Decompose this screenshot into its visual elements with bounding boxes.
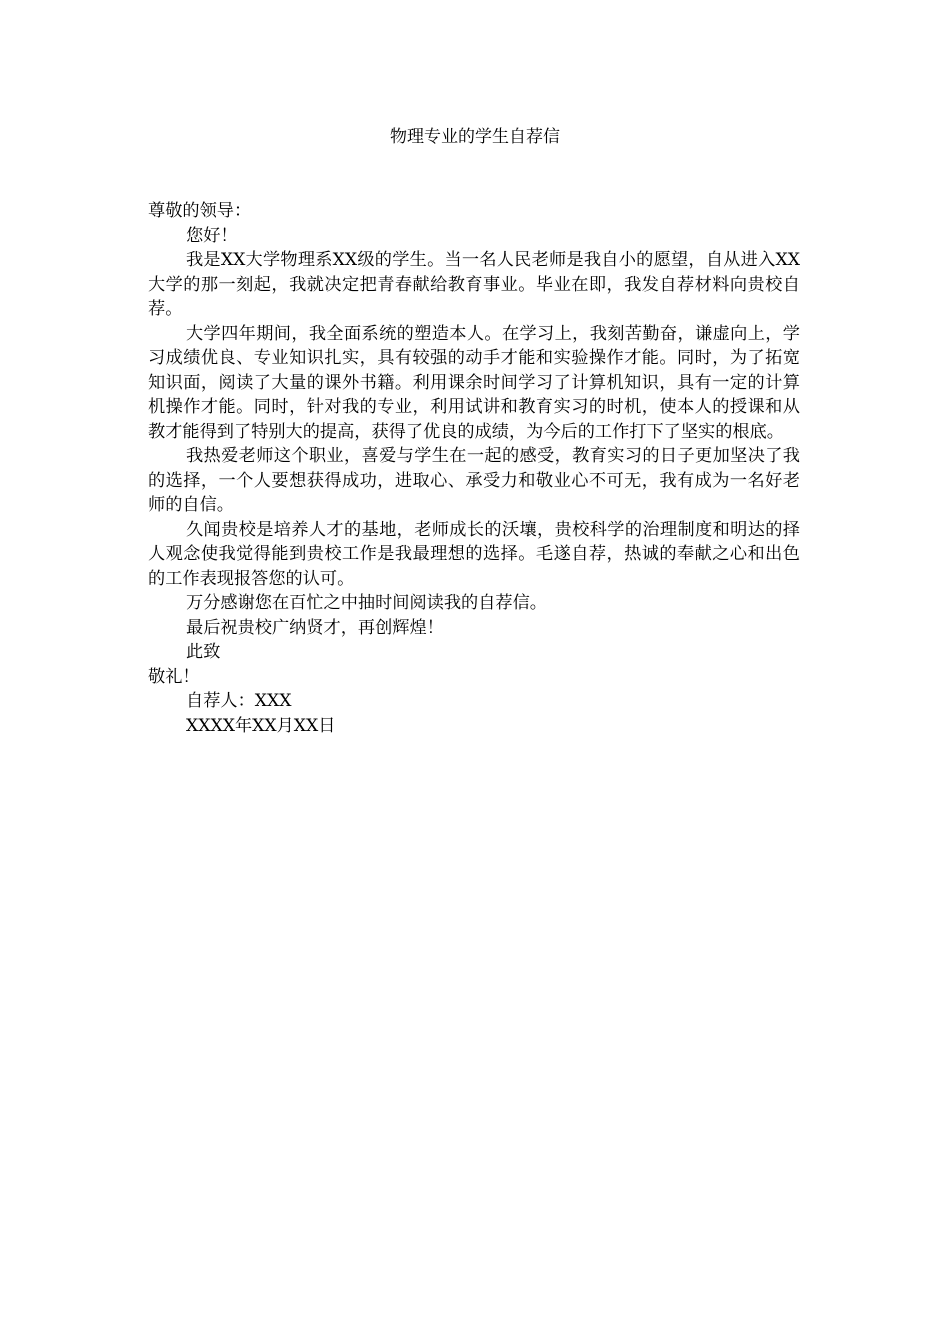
paragraph: 我是XX大学物理系XX级的学生。当一名人民老师是我自小的愿望，自从进入XX大学的那一刻起，我就决定把青春献给教育事业。毕业在即，我发自荐材料向贵校自荐。 (148, 250, 800, 319)
paragraph: 大学四年期间，我全面系统的塑造本人。在学习上，我刻苦勤奋，谦虚向上，学习成绩优良、专业知识扎实，具有较强的动手才能和实验操作才能。同时，为了拓宽知识面，阅读了大量的课外书籍。利用课余时间学习了计算机知识，具有一定的计算机操作才能。同时，针对我的专业，利用试讲和教育实习的时机，使本人的授课和从教才能得到了特别大的提高，获得了优良的成绩，为今后的工作打下了坚实的根底。 (148, 323, 800, 442)
salutation: 尊敬的领导： (148, 201, 252, 221)
closing-phrase: 此致 (186, 642, 221, 662)
signature: 自荐人：XXX (186, 691, 292, 711)
paragraph: 我热爱老师这个职业，喜爱与学生在一起的感受，教育实习的日子更加坚决了我的选择，一个人要想获得成功，进取心、承受力和敬业心不可无，我有成为一名好老师的自信。 (148, 446, 800, 515)
paragraph: 万分感谢您在百忙之中抽时间阅读我的自荐信。 (186, 593, 547, 613)
closing-salute: 敬礼！ (148, 666, 200, 687)
page-title: 物理专业的学生自荐信 (390, 127, 560, 147)
paragraph: 久闻贵校是培养人才的基地，老师成长的沃壤，贵校科学的治理制度和明达的择人观念使我觉得能到贵校工作是我最理想的选择。毛遂自荐，热诚的奉献之心和出色的工作表现报答您的认可。 (148, 519, 800, 589)
letter-body (148, 199, 800, 738)
greeting: 您好！ (186, 225, 238, 246)
date: XXXX年XX月XX日 (186, 715, 336, 736)
paragraph: 最后祝贵校广纳贤才，再创辉煌！ (186, 617, 444, 638)
